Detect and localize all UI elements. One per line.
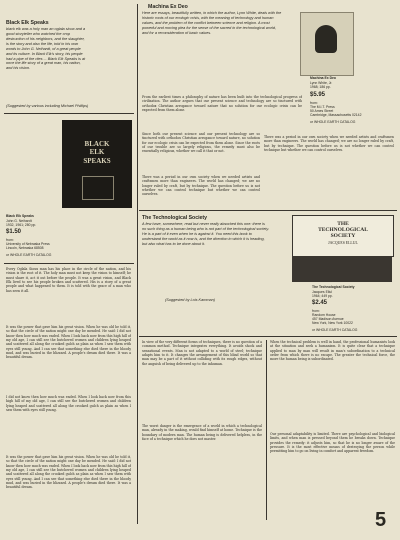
order-line: 1964; 449 pp. (312, 294, 333, 298)
machina-blurb: Here are essays, beautifully written, in which the author, Lynn White, deals with the historic roots of our ecologic crisis, with the meaning of technology and human values, and the problem of the conflict between science and religion. A most powerful and moving plea for the sense of the sacred in the technological world, and for a reconsideration of basic values. (142, 11, 282, 35)
tech-society-suggested: (Suggested by Lois Kamman) (165, 298, 216, 302)
cover-word: THE (337, 221, 349, 227)
black-elk-price: $1.50 (6, 229, 22, 235)
cover-illustration (292, 256, 392, 282)
section-rule (139, 210, 397, 211)
section-rule (4, 263, 134, 264)
publisher-line: Cambridge, Massachusetts 02142 (310, 113, 362, 117)
publisher-line: New York, New York 10022 (312, 321, 353, 325)
cover-illustration (82, 176, 114, 200)
cover-word: BLACK (84, 140, 110, 148)
black-elk-cover-image (62, 120, 132, 208)
machina-excerpt: From the earliest times a philosophy of nature has been built into the technological progress of civilization. The author argues that our present science and technology are so tinctured with orthodox Christian arrogance toward nature that no solution for our ecologic crisis can be expected from them alone. (142, 95, 302, 112)
catalog-order-note: or WHOLE EARTH CATALOG (310, 120, 356, 124)
black-elk-excerpt: Every Oglala Sioux man has his place in the circle of the nation, and his vision is the root of it. The holy man must not keep the vision to himself; he must share it, act it out before the people. It was a great vision, and Black Elk lived to see his people broken and scattered. His is a story of a great people and what happened to them. It is told with the grace of a man who has seen it all. (6, 267, 131, 293)
order-line: Lynn White, Jr. (310, 81, 333, 85)
cover-word: ELK (89, 148, 105, 157)
cover-author: JACQUES ELLUL (328, 241, 358, 246)
tech-society-blurb: A few have, somewhere, read but never really absorbed this one: there is no such thing as a human being who is not part of the technological society. He is a part of it even when he is against it. You need this book to understand the world as it now is, and the direction in which it is heading, but also what has to be done about it. (142, 222, 269, 246)
order-line: 1932, 1961; 280 pp. (6, 223, 37, 227)
cover-word: TECHNOLOGICAL (318, 227, 368, 234)
order-line: 1968; 186 pp. (310, 85, 331, 89)
black-elk-blurb: black elk was a holy man an oglala sioux and a good storyteller who watched the crop destruction of his neighbors, and the slaughter, is the story and also the life, told in his own words to John G. Neihardt, of a great people and its culture. In Black Elk's story, his people had a pipe of the rites ... Black Elk Speaks is at once the life story of a great man, his nation, and his vision. (6, 27, 86, 71)
tech-excerpt: Our personal adaptability is limited. There are psychological and biological limits, and when man is pressed beyond them he breaks down. Technique provides the remedy: it adjusts him, so that he is no longer aware of the pressure. It is the most effective means of destroying the person while permitting him to go on living in comfort and apparent freedom. (270, 432, 395, 454)
order-line: John G. Neihardt (6, 219, 32, 223)
figure-icon (315, 25, 337, 53)
machina-price: $5.95 (310, 92, 326, 98)
black-elk-suggested: (Suggested by various including Michael Phillips) (6, 104, 89, 108)
machina-excerpt: There was a period in our own society when we needed artists and craftsmen more than engineers. The world has changed; we are no longer ruled by craft, but by technique. The question before us is not whether we can control technique but whether we can control ourselves. (264, 135, 394, 152)
column-divider (266, 340, 267, 520)
machina-excerpt: Since both our present science and our present technology are so tinctured with orthodox Christian arrogance toward nature, no solution for our ecologic crisis can be expected from them alone. Since the roots of our trouble are so largely religious, the remedy must also be essentially religious, whether we call it that or not. (142, 132, 260, 154)
machina-excerpt: There was a period in our own society when we needed artists and craftsmen more than engineers. The world has changed; we are no longer ruled by craft, but by technique. The question before us is not whether we can control technique but whether we can control ourselves. (142, 175, 260, 197)
tech-excerpt: In view of the very different forms of techniques, there is no question of a common method. Technique integrates everything. It avoids shock and sensational events. Man is not adapted to a world of steel; technique adapts him to it. It changes the arrangement of this blind world so that man may be a part of it without colliding with its rough edges, without the anguish of being delivered up to the inhuman. (142, 340, 262, 366)
machina-title: Machina Ex Deo (148, 4, 188, 10)
order-line: Jacques Ellul (312, 290, 332, 294)
cover-word: SOCIETY (330, 233, 356, 240)
from-label: from: (312, 309, 320, 313)
from-label: from: (310, 101, 318, 105)
publisher-line: 457 Madison Avenue (312, 317, 344, 321)
tech-society-cover-image (292, 215, 394, 257)
black-elk-excerpt: It was the power that gave him his great vision. When he was old he told it, so that the circle of the nation might one day be mended. He said: I did not know then how much was ended. When I look back now from this high hill of my old age, I can still see the butchered women and children lying heaped and scattered all along the crooked gulch as plain as when I saw them with eyes still young. And I can see that something else died there in the bloody mud, and was buried in the blizzard. A people's dream died there. It was a beautiful dream. (6, 325, 131, 360)
tech-excerpt: The worst danger is the emergence of a world in which a technological man, already in the making, would find himself at home. Technique is the boundary of modern man. The human being is delivered helpless, in the face of a technique which he does not master. (142, 424, 262, 441)
from-label: from: (6, 238, 14, 242)
publisher-line: University of Nebraska Press (6, 242, 50, 246)
machina-cover-image (300, 12, 354, 76)
publisher-line: Random House (312, 313, 336, 317)
publisher-line: The M.I.T. Press (310, 105, 335, 109)
cover-word: SPEAKS (83, 156, 111, 165)
page-number: 5 (375, 509, 387, 531)
black-elk-excerpt: It was the power that gave him his great vision. When he was old he told it, so that the circle of the nation might one day be mended. He said: I did not know then how much was ended. When I look back now from this high hill of my old age, I can still see the butchered women and children lying heaped and scattered all along the crooked gulch as plain as when I saw them with eyes still young. And I can see that something else died there in the bloody mud, and was buried in the blizzard. A people's dream died there. It was a beautiful dream. (6, 455, 131, 490)
catalog-order-note: or WHOLE EARTH CATALOG (6, 253, 52, 257)
publisher-line: Lincoln, Nebraska 68508 (6, 246, 44, 250)
section-rule (139, 336, 397, 337)
tech-excerpt: When the technical problem is well in hand, the professional humanists look at the situation and seek a humanism. It is quite clear that a technique applied to man by man will result in man's subordination to a technical order from which there is no escape. The greater the technical force, the more the human being is subordinated. (270, 340, 395, 362)
tech-order-title: The Technological Society (312, 285, 355, 289)
machina-order-title: Machina Ex Deo (310, 76, 337, 80)
publisher-line: 50 Ames Street (310, 109, 334, 113)
tech-price: $2.45 (312, 300, 328, 306)
black-elk-title: Black Elk Speaks (6, 20, 49, 26)
black-elk-excerpt: I did not know then how much was ended. When I look back now from this high hill of my old age, I can still see the butchered women and children lying heaped and scattered all along the crooked gulch as plain as when I saw them with eyes still young. (6, 395, 131, 412)
catalog-order-note: or WHOLE EARTH CATALOG (312, 328, 358, 332)
column-divider (137, 4, 138, 524)
section-rule (4, 113, 134, 114)
tech-society-title: The Technological Society (142, 215, 208, 221)
black-elk-order-title: Black Elk Speaks (6, 214, 34, 218)
